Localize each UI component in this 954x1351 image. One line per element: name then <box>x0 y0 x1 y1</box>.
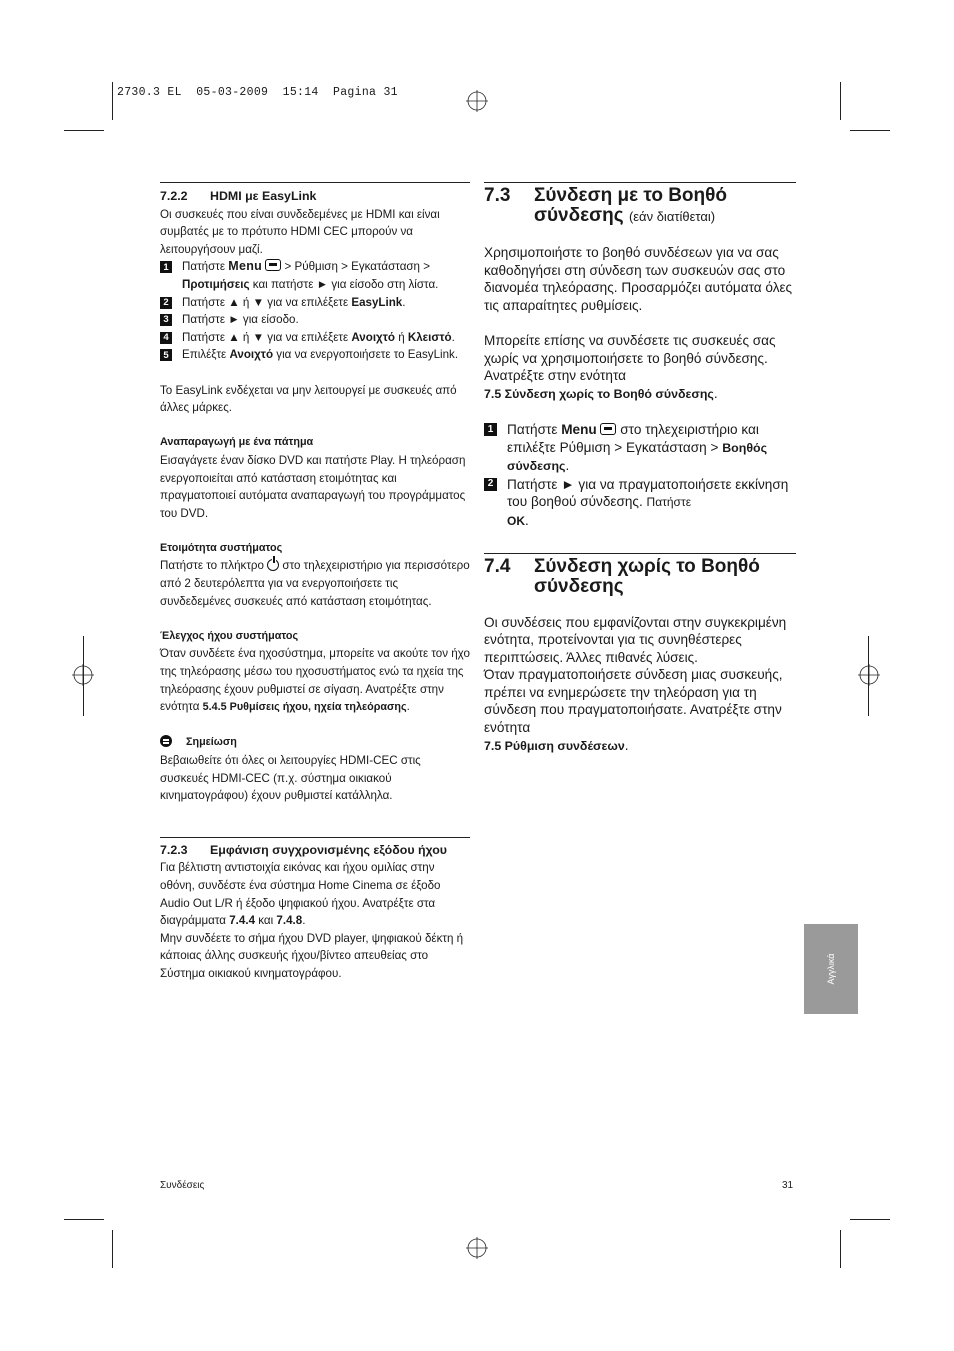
system-standby-title: Ετοιμότητα συστήματος <box>160 541 283 554</box>
registration-mark-top <box>466 90 488 112</box>
note-title: Σημείωση <box>160 734 470 752</box>
manual-connections-intro: Οι συνδέσεις που εμφανίζονται στην συγκεκριμένη ενότητα, προτείνονται για τις συνηθέστερες περιπτώσεις. Άλλες πιθανές λύσεις. <box>484 614 787 665</box>
print-slug: 2730.3 EL 05-03-2009 15:14 Pagina 31 <box>117 86 398 99</box>
system-audio-title: Έλεγχος ήχου συστήματος <box>160 629 299 642</box>
left-column <box>160 182 470 983</box>
list-item: 4 Πατήστε ▲ ή ▼ για να επιλέξετε Ανοιχτό ή Κλειστό. <box>160 329 470 347</box>
language-tab: Αγγλικά <box>804 924 858 1014</box>
right-column <box>484 182 796 755</box>
manual-connections-info: Όταν πραγματοποιήσετε σύνδεση μιας συσκευής, πρέπει να ενημερώσετε την τηλεόραση για τη σύνδεση που πραγματοποιήσατε. Ανατρέξτε στην ενότητα 7.5 Ρύθμιση συνδέσεων. <box>484 667 783 753</box>
one-touch-play-title: Αναπαραγωγή με ένα πάτημα <box>160 436 314 449</box>
registration-mark-right <box>858 664 880 686</box>
footer-section: Συνδέσεις <box>160 1180 205 1191</box>
section-7-4-heading: 7.4 Σύνδεση χωρίς το Βοηθό σύνδεσης <box>484 553 796 597</box>
list-item: 5 Επιλέξτε Ανοιχτό για να ενεργοποιήσετε το EasyLink. <box>160 346 470 364</box>
system-audio-text: Όταν συνδέετε ένα ηχοσύστημα, μπορείτε να ακούτε τον ήχο της τηλεόρασης μέσω του ηχοσυστήματος ενώ τα ηχεία της τηλεόρασης έχουν ρυθμιστεί σε σίγαση. Ανατρέξτε στην ενότητα 5.4.5 Ρυθμίσεις ήχου, ηχεία τηλεόρασης. <box>160 647 470 714</box>
page-number: 31 <box>782 1180 794 1191</box>
av-sync-warning: Μην συνδέετε το σήμα ήχου DVD player, ψηφιακού δέκτη ή κάποιας άλλης συσκευής ήχου/βίντεο απευθείας στο Σύστημα οικιακού κινηματογράφου. <box>160 931 464 980</box>
assistant-alternative: Μπορείτε επίσης να συνδέσετε τις συσκευές σας χωρίς να χρησιμοποιήσετε το βοηθό σύνδεσης. Ανατρέξτε στην ενότητα 7.5 Σύνδεση χωρίς το Βοηθό σύνδεσης. <box>484 332 776 401</box>
menu-icon <box>265 259 281 271</box>
list-item: 1 Πατήστε Menu στο τηλεχειριστήριο και επιλέξτε Ρύθμιση > Εγκατάσταση > Βοηθός σύνδεσης. <box>484 421 796 476</box>
list-item: 2 Πατήστε ▲ ή ▼ για να επιλέξετε EasyLink. <box>160 294 470 312</box>
registration-mark-bottom <box>466 1237 488 1259</box>
easylink-brand-note: Το EasyLink ενδέχεται να μην λειτουργεί με συσκευές από άλλες μάρκες. <box>160 383 457 415</box>
section-7-2-3-heading: 7.2.3 Εμφάνιση συγχρονισμένης εξόδου ήχου <box>160 837 470 860</box>
one-touch-play-text: Εισαγάγετε έναν δίσκο DVD και πατήστε Play. Η τηλεόραση ενεργοποιείται από κατάσταση ετοιμότητας και πραγματοποιεί αυτόματα αναπαραγωγή του προγράμματος του DVD. <box>160 453 466 520</box>
power-icon <box>267 559 279 571</box>
easylink-steps <box>160 258 470 364</box>
note-text: Βεβαιωθείτε ότι όλες οι λειτουργίες HDMI-CEC στις συσκευές HDMI-CEC (π.χ. σύστημα οικιακού κινηματογράφου) έχουν ρυθμιστεί κατάλληλα. <box>160 754 421 803</box>
note-icon <box>160 735 172 747</box>
system-standby-text: Πατήστε το πλήκτρο στο τηλεχειριστήριο για περισσότερο από 2 δευτερόλεπτα για να ενεργοποιήσετε τις συνδεδεμένες συσκευές από κατάσταση ετοιμότητας. <box>160 559 470 608</box>
list-item: 1 Πατήστε Menu > Ρύθμιση > Εγκατάσταση > Προτιμήσεις και πατήστε ► για είσοδο στη λίστα. <box>160 258 470 293</box>
assistant-intro: Χρησιμοποιήστε το βοηθό συνδέσεων για να σας καθοδηγήσει στη σύνδεση των συσκευών σας στο διανομέα τηλεόρασης. Προσαρμόζει αυτόματα όλες τις απαραίτητες ρυθμίσεις. <box>484 245 793 313</box>
list-item: 2 Πατήστε ► για να πραγματοποιήσετε εκκίνηση του βοηθού σύνδεσης. Πατήστε OK. <box>484 476 796 531</box>
av-sync-text: Για βέλτιστη αντιστοιχία εικόνας και ήχου ομιλίας στην οθόνη, συνδέστε ένα σύστημα Home Cinema σε έξοδο Audio Out L/R ή έξοδο ψηφιακού ήχου. Ανατρέξτε στα διαγράμματα 7.4.4 και 7.4.8. <box>160 861 441 928</box>
section-7-2-2-heading: 7.2.2 HDMI με EasyLink <box>160 182 470 206</box>
easylink-intro: Οι συσκευές που είναι συνδεδεμένες με HDMI και είναι συμβατές με το πρότυπο HDMI CEC μπορούν να λειτουργήσουν μαζί. <box>160 207 440 256</box>
section-7-3-heading: 7.3 Σύνδεση με το Βοηθό σύνδεσης (εάν διατίθεται) <box>484 182 796 227</box>
list-item: 3 Πατήστε ► για είσοδο. <box>160 311 470 329</box>
menu-icon <box>600 423 616 435</box>
